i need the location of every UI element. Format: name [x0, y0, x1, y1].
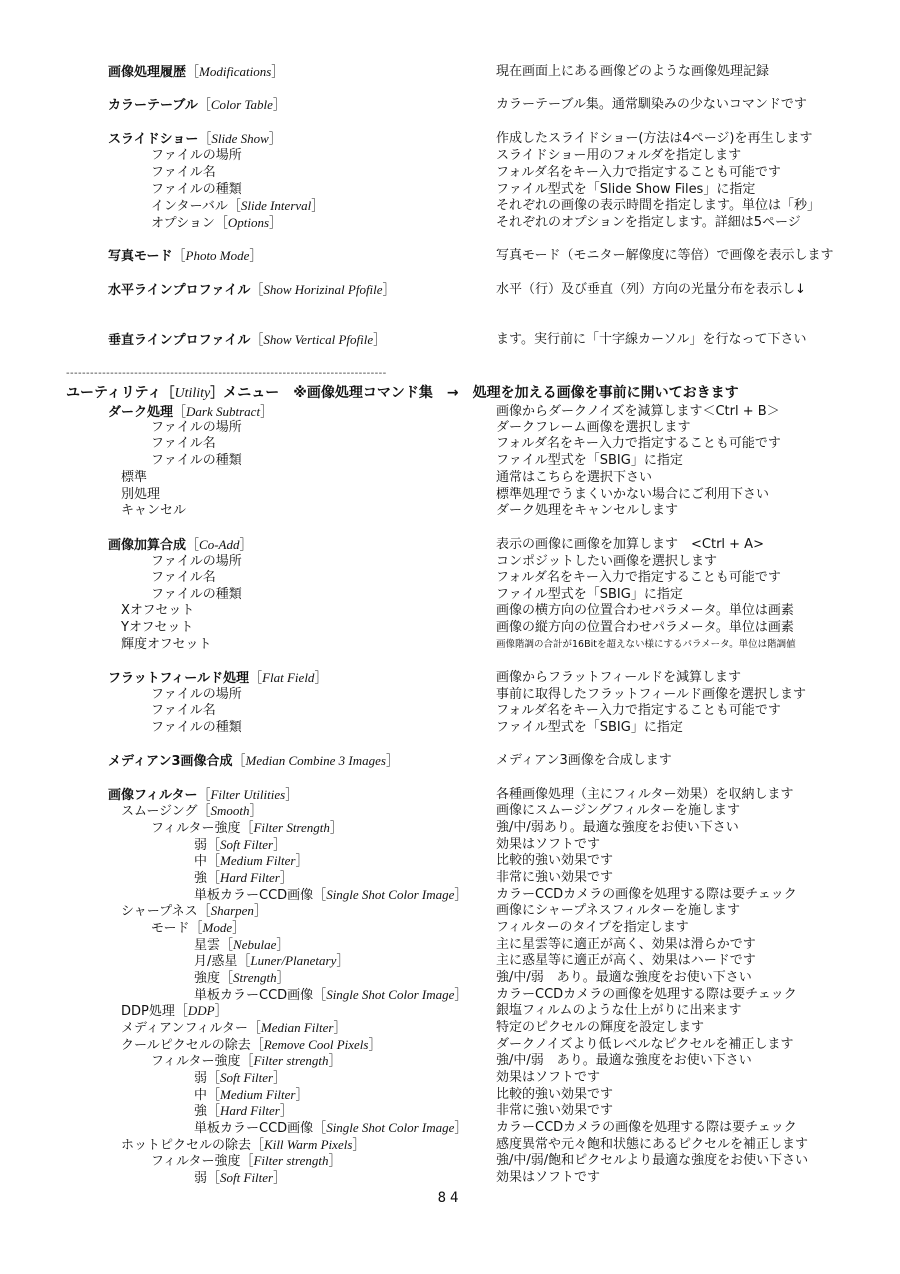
command-name-jp: クールピクセルの除去: [121, 1038, 251, 1053]
command-name-en: Medium Filter: [220, 1087, 296, 1102]
command-label: スムージング［Smooth］: [121, 803, 263, 819]
command-name-jp: 水平ラインプロファイル: [108, 283, 251, 298]
command-name-jp: DDP処理: [121, 1004, 175, 1019]
command-label: フィルター強度［Filter strength］: [151, 1153, 342, 1169]
command-description: 非常に強い効果です: [496, 870, 614, 885]
command-label: ダーク処理［Dark Subtract］: [108, 404, 274, 420]
command-description: メディアン3画像を合成します: [496, 753, 672, 768]
command-description: 現在画面上にある画像どのような画像処理記録: [496, 64, 770, 79]
command-description: カラーCCDカメラの画像を処理する際は要チェック: [496, 887, 797, 902]
command-row: [0, 702, 900, 719]
command-name-en: Show Vertical Pfofile: [263, 332, 374, 347]
command-label: 水平ラインプロファイル［Show Horizinal Pfofile］: [108, 282, 396, 298]
command-name-jp: ファイルの場所: [151, 687, 242, 702]
command-description: フォルダ名をキー入力で指定することも可能です: [496, 570, 781, 585]
command-row: [0, 147, 900, 164]
command-label: [151, 452, 242, 469]
command-name-en: Filter strength: [253, 1053, 329, 1068]
command-description: 強/中/弱/飽和ピクセルより最適な強度をお使い下さい: [496, 1153, 809, 1168]
command-label: [121, 602, 194, 619]
command-name-en: Soft Filter: [220, 1170, 274, 1185]
command-name-en: Sharpen: [210, 903, 254, 918]
command-label: クールピクセルの除去［Remove Cool Pixels］: [121, 1037, 382, 1053]
command-name-jp: 強度: [194, 971, 221, 986]
command-description: 主に惑星等に適正が高く、効果はハードです: [496, 953, 756, 968]
command-description: 強/中/弱あり。最適な強度をお使い下さい: [496, 820, 739, 835]
command-name-jp: 弱: [194, 1171, 208, 1186]
command-label: 画像処理履歴［Modifications］: [108, 64, 285, 80]
command-row: [0, 130, 900, 147]
heading-note: ※画像処理コマンド集 → 処理を加える画像を事前に開いておきます: [293, 385, 739, 401]
command-name-jp: シャープネス: [121, 904, 198, 919]
command-row: [0, 802, 900, 819]
command-row: [0, 569, 900, 586]
command-row: [0, 986, 900, 1003]
command-row: [0, 214, 900, 231]
command-description: 強/中/弱 あり。最適な強度をお使い下さい: [496, 1053, 752, 1068]
command-description: 主に星雲等に適正が高く、効果は滑らかです: [496, 937, 756, 952]
command-name-jp: メディアン3画像合成: [108, 754, 233, 769]
command-row: [0, 281, 900, 298]
command-row: [0, 1002, 900, 1019]
command-name-jp: 弱: [194, 1071, 208, 1086]
command-name-jp: ファイル名: [151, 570, 216, 585]
command-row: [0, 486, 900, 503]
command-label: 中［Medium Filter］: [194, 1087, 309, 1103]
command-description: 各種画像処理（主にフィルター効果）を収納します: [496, 787, 794, 802]
command-description: フィルターのタイプを指定します: [496, 920, 689, 935]
command-name-en: Remove Cool Pixels: [263, 1037, 369, 1052]
command-name-en: DDP: [187, 1003, 215, 1018]
command-name-en: Medium Filter: [220, 853, 296, 868]
command-name-en: Filter Utilities: [210, 787, 286, 802]
command-name-en: Mode: [202, 920, 233, 935]
command-description: フォルダ名をキー入力で指定することも可能です: [496, 703, 781, 718]
command-label: [151, 686, 242, 703]
command-label: フィルター強度［Filter strength］: [151, 1053, 342, 1069]
command-label: 単板カラーCCD画像［Single Shot Color Image］: [194, 887, 468, 903]
command-name-en: Strength: [233, 970, 277, 985]
command-description: それぞれの画像の表示時間を指定します。単位は「秒」: [496, 198, 820, 213]
command-description: 事前に取得したフラットフィールド画像を選択します: [496, 687, 807, 702]
command-label: [121, 619, 193, 636]
command-description: カラーテーブル集。通常馴染みの少ないコマンドです: [496, 97, 807, 112]
command-description: 通常はこちらを選択下さい: [496, 470, 653, 485]
command-label: [151, 553, 242, 570]
command-description: 感度異常や元々飽和状態にあるピクセルを補正します: [496, 1137, 809, 1152]
command-description: 非常に強い効果です: [496, 1103, 614, 1118]
command-label: インターバル［Slide Interval］: [151, 198, 325, 214]
command-label: 中［Medium Filter］: [194, 853, 309, 869]
command-name-jp: フィルター強度: [151, 821, 241, 836]
command-row: [0, 836, 900, 853]
command-label: スライドショー［Slide Show］: [108, 131, 282, 147]
command-row: [0, 636, 900, 653]
command-description: 効果はソフトです: [496, 837, 601, 852]
command-row: [0, 936, 900, 953]
command-name-jp: Xオフセット: [121, 603, 195, 618]
command-description: カラーCCDカメラの画像を処理する際は要チェック: [496, 1120, 797, 1135]
command-name-jp: 画像処理履歴: [108, 65, 187, 80]
command-name-jp: フィルター強度: [151, 1054, 241, 1069]
command-row: [0, 1052, 900, 1069]
command-name-jp: ホットピクセルの除去: [121, 1138, 252, 1153]
command-description: ファイル型式を「Slide Show Files」に指定: [496, 182, 756, 197]
command-name-jp: フィルター強度: [151, 1154, 241, 1169]
command-name-jp: 垂直ラインプロファイル: [108, 333, 251, 348]
command-name-jp: ファイルの種類: [151, 720, 242, 735]
command-name-jp: ファイル名: [151, 703, 216, 718]
command-description: 特定のピクセルの輝度を設定します: [496, 1020, 705, 1035]
command-label: [121, 636, 211, 653]
command-label: [121, 486, 160, 503]
command-name-jp: 月/惑星: [194, 954, 238, 969]
command-label: フラットフィールド処理［Flat Field］: [108, 670, 328, 686]
command-name-en: Single Shot Color Image: [326, 887, 455, 902]
command-name-en: Luner/Planetary: [250, 953, 337, 968]
command-row: [0, 419, 900, 436]
command-name-jp: ファイル名: [151, 165, 216, 180]
command-label: [151, 164, 216, 181]
command-description: コンポジットしたい画像を選択します: [496, 554, 718, 569]
command-name-jp: 別処理: [121, 487, 161, 502]
page-number: 84: [437, 1190, 463, 1206]
command-name-jp: フラットフィールド処理: [108, 671, 250, 686]
command-name-jp: ファイル名: [151, 436, 216, 451]
command-label: [151, 181, 242, 198]
command-name-en: Soft Filter: [220, 837, 274, 852]
command-name-jp: 中: [194, 854, 208, 869]
command-description: カラーCCDカメラの画像を処理する際は要チェック: [496, 987, 797, 1002]
command-label: [151, 569, 216, 586]
command-name-jp: ファイルの種類: [151, 182, 242, 197]
command-row: [0, 164, 900, 181]
command-row: [0, 619, 900, 636]
command-description: 表示の画像に画像を加算します <Ctrl + A>: [496, 537, 764, 552]
command-name-en: Single Shot Color Image: [326, 1120, 455, 1135]
command-row: [0, 852, 900, 869]
heading-en: Utility: [174, 386, 211, 401]
heading-menu: メニュー: [223, 385, 280, 401]
command-row: [0, 1102, 900, 1119]
command-name-en: Slide Interval: [240, 198, 312, 213]
command-name-en: Filter Strength: [253, 820, 330, 835]
command-name-en: Modifications: [199, 64, 272, 79]
command-name-en: Single Shot Color Image: [326, 987, 455, 1002]
command-row: [0, 469, 900, 486]
command-description: 作成したスライドショー(方法は4ページ)を再生します: [496, 131, 813, 146]
command-label: 単板カラーCCD画像［Single Shot Color Image］: [194, 987, 468, 1003]
command-label: [121, 502, 186, 519]
command-row: [0, 181, 900, 198]
command-description: 画像にスムージングフィルターを施します: [496, 803, 740, 818]
command-name-en: Hard Filter: [220, 1103, 280, 1118]
command-row: [0, 1086, 900, 1103]
command-label: [151, 586, 242, 603]
command-row: [0, 403, 900, 420]
command-label: [121, 469, 147, 486]
command-label: 強度［Strength］: [194, 970, 290, 986]
command-name-jp: モード: [151, 921, 190, 936]
command-name-en: Show Horizinal Pfofile: [263, 282, 383, 297]
command-row: [0, 197, 900, 214]
command-description: 比較的強い効果です: [496, 1087, 614, 1102]
command-row: [0, 1169, 900, 1186]
command-name-jp: 画像加算合成: [108, 538, 187, 553]
command-description: 画像の横方向の位置合わせパラメータ。単位は画素: [496, 603, 794, 618]
command-name-jp: メディアンフィルター: [121, 1021, 248, 1036]
command-label: [151, 147, 242, 164]
command-name-jp: ダーク処理: [108, 405, 174, 420]
command-label: [151, 419, 242, 436]
command-name-jp: 強: [194, 1104, 208, 1119]
command-label: 写真モード［Photo Mode］: [108, 248, 263, 264]
command-description: フォルダ名をキー入力で指定することも可能です: [496, 165, 781, 180]
command-name-en: Smooth: [210, 803, 250, 818]
command-label: 強［Hard Filter］: [194, 870, 293, 886]
command-label: 強［Hard Filter］: [194, 1103, 293, 1119]
command-row: [0, 586, 900, 603]
command-row: [0, 686, 900, 703]
command-row: [0, 96, 900, 113]
command-name-jp: 単板カラーCCD画像: [194, 1121, 314, 1136]
command-name-en: Photo Mode: [185, 248, 250, 263]
command-description: ダーク処理をキャンセルします: [496, 503, 679, 518]
command-label: 弱［Soft Filter］: [194, 1170, 287, 1186]
command-description: 画像階調の合計が16Bitを超えない様にするパラメータ。単位は階調値: [496, 639, 796, 650]
command-label: モード［Mode］: [151, 920, 246, 936]
command-label: 月/惑星［Luner/Planetary］: [194, 953, 350, 969]
command-name-jp: スムージング: [121, 804, 198, 819]
command-description: ダークフレーム画像を選択します: [496, 420, 691, 435]
command-description: 標準処理でうまくいかない場合にご利用下さい: [496, 487, 770, 502]
command-name-jp: 星雲: [194, 938, 221, 953]
command-description: ダークノイズより低レベルなピクセルを補正します: [496, 1037, 794, 1052]
command-name-jp: 画像フィルター: [108, 788, 198, 803]
command-row: [0, 869, 900, 886]
command-label: 星雲［Nebulae］: [194, 937, 290, 953]
command-row: [0, 435, 900, 452]
command-row: [0, 969, 900, 986]
command-name-en: Flat Field: [262, 670, 315, 685]
command-description: ファイル型式を「SBIG」に指定: [496, 453, 683, 468]
command-description: 写真モード（モニター解像度に等倍）で画像を表示します: [496, 248, 834, 263]
command-row: [0, 1019, 900, 1036]
command-label: 弱［Soft Filter］: [194, 1070, 287, 1086]
command-name-jp: 単板カラーCCD画像: [194, 988, 314, 1003]
separator-line: --------------------------------------------------------------------------------: [66, 368, 387, 379]
command-row: [0, 1119, 900, 1136]
command-description: 画像の縦方向の位置合わせパラメータ。単位は画素: [496, 620, 794, 635]
command-label: フィルター強度［Filter Strength］: [151, 820, 343, 836]
command-row: [0, 63, 900, 80]
command-name-jp: ファイルの種類: [151, 453, 242, 468]
command-row: [0, 719, 900, 736]
command-row: [0, 536, 900, 553]
command-description: 画像にシャープネスフィルターを施します: [496, 903, 741, 918]
command-label: メディアンフィルター［Median Filter］: [121, 1020, 347, 1036]
command-name-en: Slide Show: [211, 131, 269, 146]
command-name-jp: ファイルの場所: [151, 554, 242, 569]
command-description: フォルダ名をキー入力で指定することも可能です: [496, 436, 781, 451]
command-name-en: Color Table: [210, 97, 273, 112]
command-name-jp: 弱: [194, 838, 208, 853]
command-name-en: Hard Filter: [220, 870, 280, 885]
command-name-en: Options: [227, 215, 270, 230]
command-label: 弱［Soft Filter］: [194, 837, 287, 853]
command-row: [0, 1069, 900, 1086]
command-description: 銀塩フィルムのような仕上がりに出来ます: [496, 1003, 742, 1018]
command-description: 画像からフラットフィールドを減算します: [496, 670, 742, 685]
command-row: [0, 819, 900, 836]
command-label: 垂直ラインプロファイル［Show Vertical Pfofile］: [108, 332, 387, 348]
command-label: [151, 702, 216, 719]
command-name-en: Co-Add: [199, 537, 240, 552]
command-name-en: Kill Warm Pixels: [264, 1137, 353, 1152]
command-label: カラーテーブル［Color Table］: [108, 97, 286, 113]
command-name-en: Median Filter: [260, 1020, 334, 1035]
command-label: [151, 435, 216, 452]
command-name-jp: 中: [194, 1088, 208, 1103]
command-description: 効果はソフトです: [496, 1170, 601, 1185]
command-description: ファイル型式を「SBIG」に指定: [496, 587, 683, 602]
command-label: メディアン3画像合成［Median Combine 3 Images］: [108, 753, 399, 769]
command-row: [0, 1152, 900, 1169]
command-label: 単板カラーCCD画像［Single Shot Color Image］: [194, 1120, 468, 1136]
command-name-jp: スライドショー: [108, 132, 199, 147]
command-description: スライドショー用のフォルダを指定します: [496, 148, 742, 163]
command-name-jp: インターバル: [151, 199, 228, 214]
command-row: [0, 452, 900, 469]
command-label: シャープネス［Sharpen］: [121, 903, 267, 919]
command-name-jp: ファイルの場所: [151, 420, 242, 435]
command-row: [0, 786, 900, 803]
command-description: ファイル型式を「SBIG」に指定: [496, 720, 683, 735]
command-row: [0, 919, 900, 936]
command-name-jp: Yオフセット: [121, 620, 194, 635]
command-label: 画像フィルター［Filter Utilities］: [108, 787, 299, 803]
command-name-jp: 単板カラーCCD画像: [194, 888, 314, 903]
command-name-jp: 強: [194, 871, 208, 886]
command-label: オプション［Options］: [151, 215, 283, 231]
command-row: [0, 752, 900, 769]
command-name-jp: キャンセル: [121, 503, 187, 518]
command-name-jp: 輝度オフセット: [121, 637, 212, 652]
command-name-jp: ファイルの場所: [151, 148, 242, 163]
command-name-en: Soft Filter: [220, 1070, 274, 1085]
command-name-en: Nebulae: [233, 937, 277, 952]
command-row: [0, 331, 900, 348]
command-name-en: Filter strength: [253, 1153, 329, 1168]
command-label: 画像加算合成［Co-Add］: [108, 537, 253, 553]
command-name-jp: 写真モード: [108, 249, 173, 264]
command-description: 画像からダークノイズを減算します＜Ctrl + B＞: [496, 404, 780, 419]
command-row: [0, 1036, 900, 1053]
command-description: 比較的強い効果です: [496, 853, 614, 868]
command-description: ます。実行前に「十字線カーソル」を行なって下さい: [496, 332, 807, 347]
command-label: [151, 719, 242, 736]
command-label: DDP処理［DDP］: [121, 1003, 228, 1019]
command-description: それぞれのオプションを指定します。詳細は5ページ: [496, 215, 801, 230]
command-row: [0, 553, 900, 570]
command-name-en: Median Combine 3 Images: [245, 753, 386, 768]
command-description: 効果はソフトです: [496, 1070, 601, 1085]
heading-jp: ユーティリティ: [66, 385, 162, 401]
command-description: 水平（行）及び垂直（列）方向の光量分布を表示し↓: [496, 282, 806, 297]
command-row: [0, 902, 900, 919]
command-row: [0, 1136, 900, 1153]
command-name-jp: ファイルの種類: [151, 587, 242, 602]
command-row: [0, 247, 900, 264]
command-name-jp: オプション: [151, 216, 215, 231]
command-row: [0, 669, 900, 686]
command-row: [0, 502, 900, 519]
command-name-en: Dark Subtract: [186, 404, 261, 419]
command-label: ホットピクセルの除去［Kill Warm Pixels］: [121, 1137, 366, 1153]
command-row: [0, 886, 900, 903]
command-row: [0, 952, 900, 969]
command-name-jp: カラーテーブル: [108, 98, 198, 113]
command-name-jp: 標準: [121, 470, 148, 485]
command-description: 強/中/弱 あり。最適な強度をお使い下さい: [496, 970, 752, 985]
command-row: [0, 602, 900, 619]
section-heading: ユーティリティ［Utility］メニュー ※画像処理コマンド集 → 処理を加える画像を事前に開いておきます: [66, 385, 739, 401]
